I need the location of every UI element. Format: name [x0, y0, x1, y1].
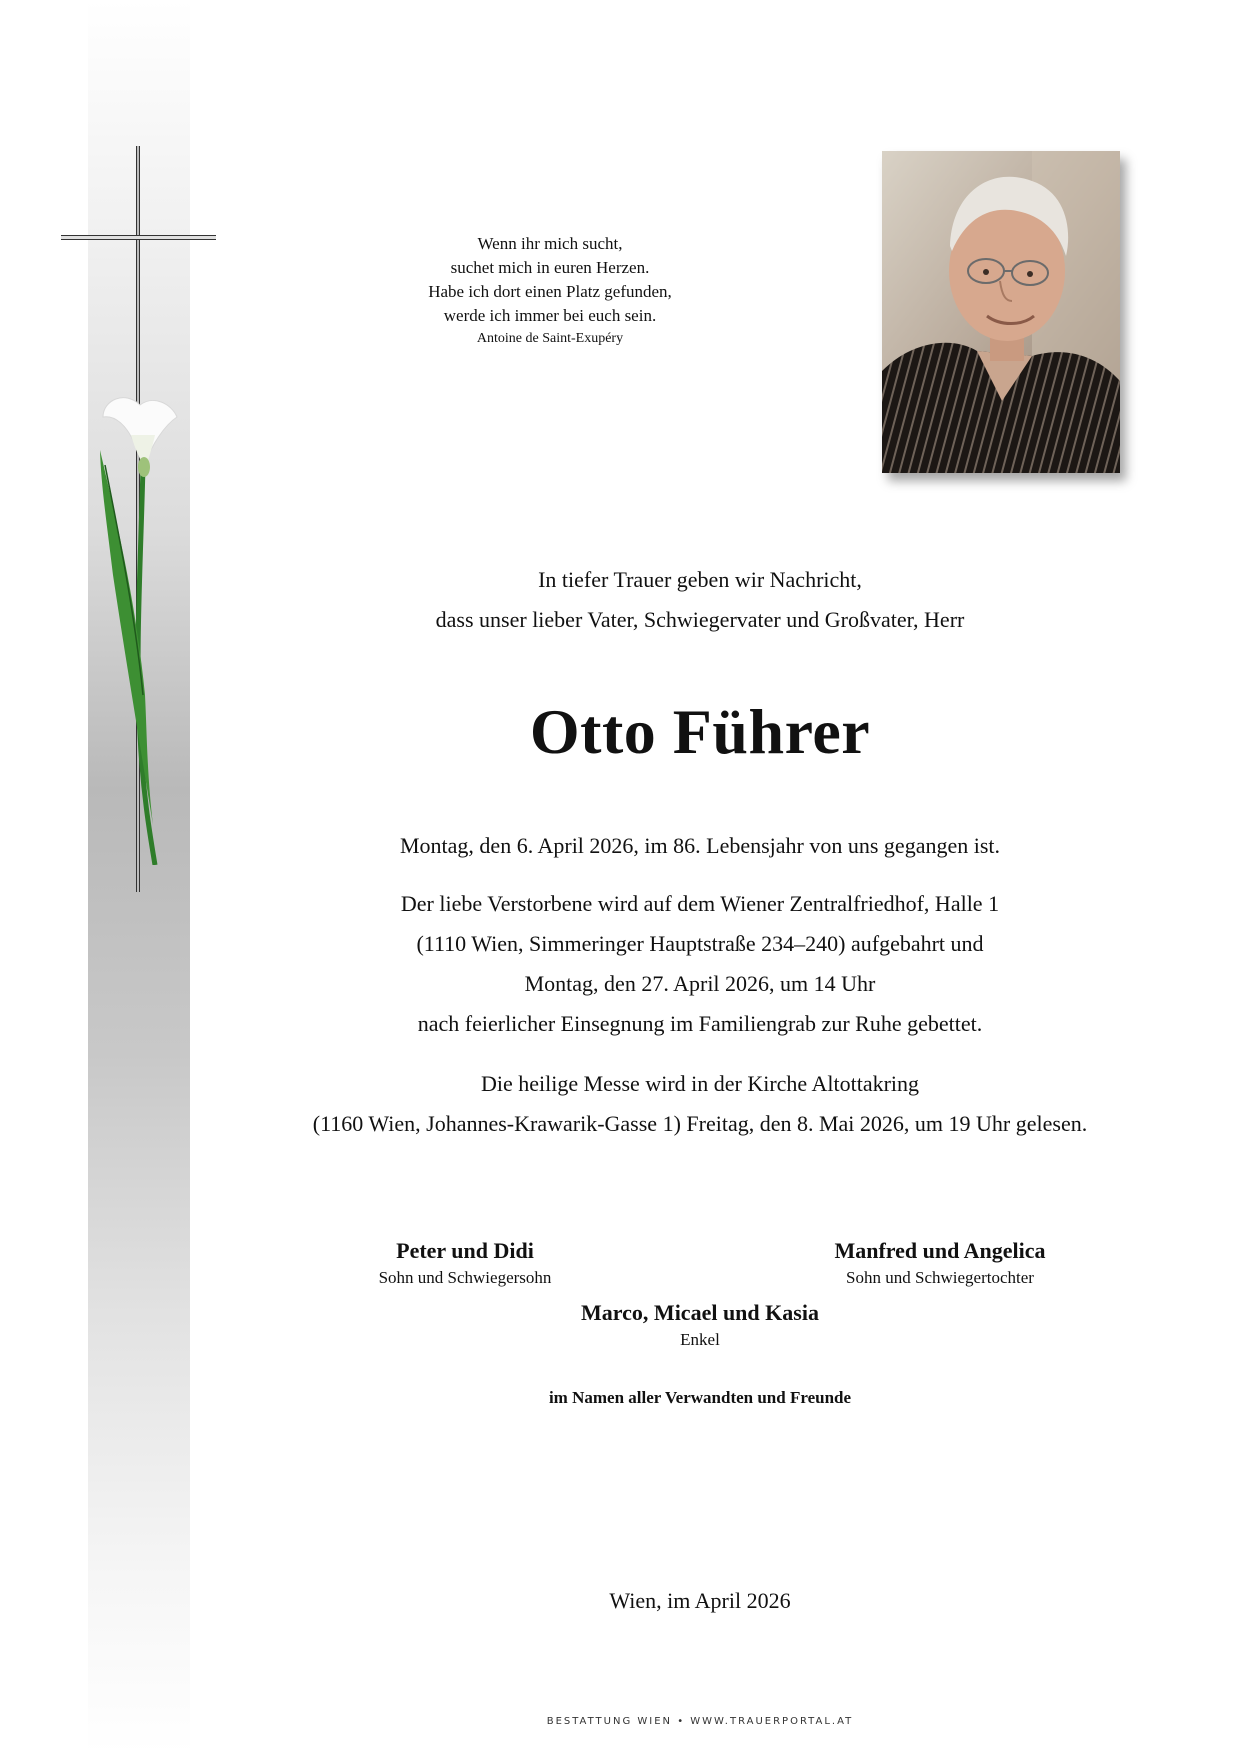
- mourner-relation: Sohn und Schwiegersohn: [378, 1268, 552, 1287]
- quote-line: Wenn ihr mich sucht,: [477, 234, 623, 253]
- calla-lily-icon: [95, 395, 190, 865]
- quote-line: werde ich immer bei euch sein.: [443, 306, 657, 325]
- burial-details: [240, 884, 1160, 1044]
- mass-details: [240, 1064, 1160, 1144]
- mourner-name: Marco, Micael und Kasia: [581, 1300, 819, 1325]
- burial-line: Der liebe Verstorbene wird auf dem Wiener Zentralfriedhof, Halle 1: [400, 891, 1000, 916]
- mourner-name: Peter und Didi: [396, 1238, 534, 1263]
- place-date: Wien, im April 2026: [609, 1588, 791, 1613]
- cross-bar: [61, 235, 216, 240]
- deceased-name: Otto Führer: [529, 696, 871, 767]
- portrait-photo: [882, 151, 1120, 473]
- intro-line: In tiefer Trauer geben wir Nachricht,: [538, 567, 862, 592]
- death-notice: Montag, den 6. April 2026, im 86. Lebensjahr von uns gegangen ist.: [399, 833, 1001, 858]
- burial-line: nach feierlicher Einsegnung im Familiengrab zur Ruhe gebettet.: [417, 1011, 983, 1036]
- mourner-entry: [800, 1236, 1080, 1290]
- memorial-quote: [380, 232, 720, 350]
- mourner-relation: Sohn und Schwiegertochter: [846, 1268, 1034, 1287]
- mass-line: Die heilige Messe wird in der Kirche Altottakring: [480, 1071, 920, 1096]
- footer-branding: BESTATTUNG WIEN • WWW.TRAUERPORTAL.AT: [546, 1716, 854, 1727]
- mourner-entry: [540, 1298, 860, 1352]
- mass-line: (1160 Wien, Johannes-Krawarik-Gasse 1) Freitag, den 8. Mai 2026, um 19 Uhr gelesen.: [312, 1111, 1088, 1136]
- burial-line: (1110 Wien, Simmeringer Hauptstraße 234–240) aufgebahrt und: [416, 931, 984, 956]
- quote-line: Habe ich dort einen Platz gefunden,: [428, 282, 672, 301]
- burial-line: Montag, den 27. April 2026, um 14 Uhr: [524, 971, 876, 996]
- mourner-entry: [340, 1236, 590, 1290]
- intro-line: dass unser lieber Vater, Schwiegervater und Großvater, Herr: [435, 607, 965, 632]
- intro-text: [240, 560, 1160, 640]
- quote-author: Antoine de Saint-Exupéry: [476, 331, 624, 346]
- mourner-relation: Enkel: [680, 1330, 720, 1349]
- quote-line: suchet mich in euren Herzen.: [450, 258, 650, 277]
- closing-line: im Namen aller Verwandten und Freunde: [548, 1388, 852, 1407]
- mourner-name: Manfred und Angelica: [834, 1238, 1046, 1263]
